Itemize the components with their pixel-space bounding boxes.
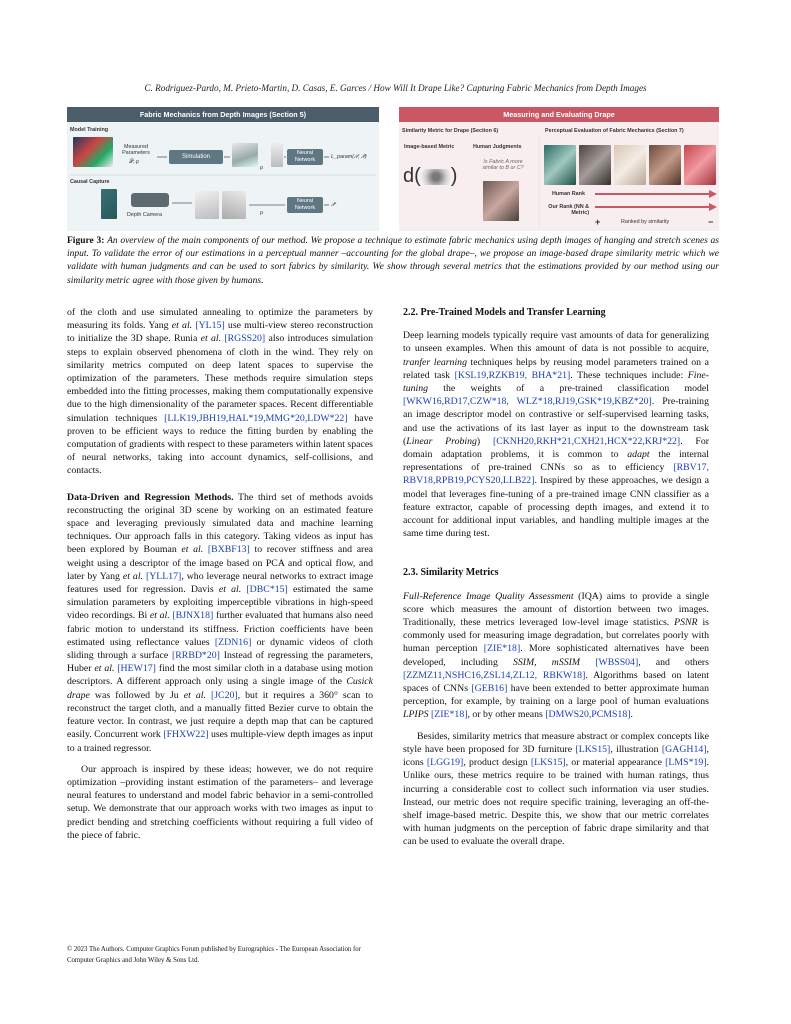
citation[interactable]: [YLL17] <box>145 570 182 582</box>
right-column <box>403 306 709 849</box>
paragraph-heading: Data-Driven and Regression Methods. <box>67 491 234 503</box>
citation[interactable]: [RBV17, RBV18,RPB19,PCYS20,LLB22] <box>403 462 709 487</box>
human-judgments-label: Human Judgments <box>473 144 522 150</box>
citation[interactable]: [BXBF13] <box>207 544 250 556</box>
figure-caption <box>67 235 719 288</box>
similarity-metric-label: Similarity Metric for Drape (Section 6) <box>402 128 499 134</box>
right-paragraph-1: Deep learning models typically require vast amounts of data for generalizing to unseen examples. When this amount of data is not possible to acquire, tranfer learning techniques helps by reusing model parameters trained on a related task [KSL19,RZKB19, BHA*21]. These techniques include: Fine-tuning the weights of a pre-trained classification model [WKW16,RD17,CZW*18, WLZ*18,RJ19,GSK*19,KBZ*20]. Pre-training an image descriptor model on contrastive or self-supervised learning tasks, and use the activations of its last layer as input to the downstream task (Linear Probing) [CKNH20,RKH*21,CXH21,HCX*22,KRJ*22]. For domain adaptation problems, it is common to adapt the internal representations of pre-trained CNNs so as to efficiency [RBV17, RBV18,RPB19,PCYS20,LLB22]. Inspired by these approaches, we design a model that leverages fine-tuning of a pre-trained image CNN classifier as a feature extractor, capable of processing depth images, and extend it to account for additional input variables, and handling multiple images at the same time during test. <box>403 330 710 540</box>
neural-network-box: Neural Network <box>287 149 323 165</box>
ranked-by-label: Ranked by similarity <box>621 219 670 225</box>
citation[interactable]: [BJNX18] <box>172 610 214 622</box>
image-based-metric-label: Image-based Metric <box>404 144 455 150</box>
left-column <box>67 306 373 842</box>
figure-left-panel <box>67 107 379 231</box>
citation[interactable]: [LKS15] <box>575 743 611 755</box>
citation[interactable]: [ZIE*18] <box>483 643 521 655</box>
depth-camera-label: Depth Camera <box>127 212 163 218</box>
citation[interactable]: [LMS*19] <box>665 757 707 769</box>
right-paragraph-2: Full-Reference Image Quality Assessment (IQA) aims to provide a single score which measures the amount of distortion between two images. Traditionally, these metrics leveraged low-level image statistics. PSNR is commonly used for measuring image degradation, but correlates poorly with human perception [ZIE*18]. More sophisticated alternatives have been developed, including SSIM, mSSIM [WBSS04], and others [ZZMZ11,NSHC16,ZSL14,ZL12, RBKW18]. Algorithms based on latent spaces of CNNs [GEB16] have been extended to better approximate human perception, for example, by training on a large pool of human evaluations LPIPS [ZIE*18], or by other means [DMWS20,PCMS18]. <box>403 590 710 721</box>
causal-capture-label: Causal Capture <box>70 179 110 185</box>
perceptual-eval-label: Perceptual Evaluation of Fabric Mechanics (Section 7) <box>545 128 684 134</box>
left-panel-arrows <box>67 107 379 231</box>
loss-formula: L_param(𝒫, 𝒫̂) <box>331 154 367 160</box>
rho-symbol: ρ <box>260 165 264 171</box>
citation[interactable]: [LGG19] <box>426 757 464 769</box>
simulation-box: Simulation <box>169 150 223 164</box>
running-head: C. Rodriguez-Pardo, M. Prieto-Martin, D. Casas, E. Garces / How Will It Drape Like? Capturing Fabric Mechanics from Depth Images <box>144 83 647 93</box>
minus-sign: − <box>708 217 714 227</box>
citation[interactable]: [LKS15] <box>530 757 566 769</box>
citation[interactable]: [LLK19,JBH19,HAL*19,MMG*20,LDW*22] <box>164 412 348 424</box>
citation[interactable]: [GEB16] <box>471 683 508 695</box>
citation[interactable]: [WBSS04] <box>580 656 639 668</box>
citation[interactable]: [GAGH14] <box>661 743 707 755</box>
p-hat-symbol: 𝒫̂ <box>331 202 335 208</box>
measured-parameters-label: Measured Parameters <box>122 144 150 156</box>
d-close: ) <box>450 165 458 187</box>
citation[interactable]: [JC20] <box>210 689 238 701</box>
citation[interactable]: [YL15] <box>195 320 225 332</box>
right-panel-title: Measuring and Evaluating Drape <box>399 107 719 122</box>
left-paragraph-2: Data-Driven and Regression Methods. The third set of methods avoids reconstructing the original 3D scene by working on an estimated feature space and leveraging previously simulated data and machine learning techniques. Our approach falls in this category. Taking videos as input has been explored by Bouman et al. [BXBF13] to recover stiffness and area weight using a descriptor of the image based on PCA and optical flow, and later by Yang et al. [YLL17], who leverage neural networks to extract image features used for regression. Davis et al. [DBC*15] estimated the same simulation parameters by exploiting imperceptible vibrations in high-speed video recordings. Bi et al. [BJNX18] further evaluated that humans also need fabric motion to understand its stiffness. Friction coefficients have been estimated using reflectance values [ZDN16] or dynamic videos of cloth sliding through a surface [RRBD*20] Instead of regressing the parameters, Huber et al. [HEW17] find the most similar cloth in a database using motion descriptors. A different approach only using a single image of the Cusick drape was followed by Ju et al. [JC20], but it requires a 360° scan to reconstruct the target cloth, and a manually fitted Bezier curve to obtain the feature vector. In contrast, we just require a depth map that can be captured easily. Concurrent work [FHXW22] uses multiple-view depth images as input to a trained regressor. <box>67 491 374 754</box>
section-2-3-heading: 2.3. Similarity Metrics <box>403 567 499 579</box>
left-panel-title: Fabric Mechanics from Depth Images (Section 5) <box>67 107 379 122</box>
model-training-label: Model Training <box>70 127 109 133</box>
copyright-footer: © 2023 The Authors. Computer Graphics Forum published by Eurographics - The European Association for Computer Graphics and John Wiley & Sons Ltd. <box>67 946 361 964</box>
citation[interactable]: [HEW17] <box>117 663 156 675</box>
left-paragraph-3: Our approach is inspired by these ideas; however, we do not require optimization –providing instant estimation of the parameters– and leverage neural features to understand and model fabric behavior in a semi-controlled setup. We demonstrate that our approach works with two images as input to predict bending and stretching coefficients without requiring a full video of the piece of fabric. <box>67 763 373 841</box>
figure-right-panel <box>399 107 719 231</box>
citation[interactable]: [ZIE*18] <box>428 709 468 721</box>
citation[interactable]: [ZZMZ11,NSHC16,ZSL14,ZL12, RBKW18] <box>403 669 586 681</box>
citation[interactable]: [DBC*15] <box>246 584 288 596</box>
section-2-2-heading: 2.2. Pre-Trained Models and Transfer Learning <box>403 307 606 318</box>
d-open: d( <box>403 165 421 187</box>
plus-sign: + <box>595 217 601 227</box>
right-paragraph-3: Besides, similarity metrics that measure abstract or complex concepts like style have been proposed for 3D furniture [LKS15], illustration [GAGH14], icons [LGG19], product design [LKS15], or material appearance [LMS*19]. Unlike ours, these metrics require to be trained with human ratings, thus incurring a considerable cost to collect such information via user studies. Instead, our metric does not require specific training, leveraging an off-the-shelf image-based metric. Despite this, we show that our metric correlates with human judgments on the perception of fabric drape similarity and that can be used to evaluate the overall drape. <box>403 730 709 848</box>
caption-label: Figure 3: <box>67 236 105 246</box>
citation[interactable]: [CKNH20,RKH*21,CXH21,HCX*22,KRJ*22] <box>492 435 681 447</box>
figure-3 <box>67 107 719 231</box>
citation[interactable]: [ZDN16] <box>214 636 252 648</box>
citation[interactable]: [DMWS20,PCMS18] <box>545 709 631 721</box>
citation[interactable]: [KSL19,RZKB19, BHA*21] <box>454 369 571 381</box>
neural-network-box-2: Neural Network <box>287 197 323 213</box>
param-symbols: 𝒫, ρ <box>129 159 139 165</box>
citation[interactable]: [RGSS20] <box>224 333 266 345</box>
our-rank-label: Our Rank (NN & Metric) <box>548 204 589 216</box>
citation[interactable]: [RRBD*20] <box>171 650 220 662</box>
rho-symbol-2: ρ <box>260 210 264 216</box>
human-rank-label: Human Rank <box>552 191 585 197</box>
question-text: Is Fabric A more similar to B or C? <box>482 159 524 171</box>
citation[interactable]: [FHXW22] <box>163 729 209 741</box>
caption-text: An overview of the main components of our method. We propose a technique to estimate fabric mechanics using depth images of hanging and stretch scenes as input. To validate the error of our estimations in a perceptual manner –accounting for the global drape–, we propose an image-based drape similarity metric which we validate with human judgments and can be used to sort fabrics by similarity. We show through several metrics that the estimations provided by our method using our similarity metric agree with those given by humans. <box>67 236 720 286</box>
rank-arrows <box>399 107 719 231</box>
citation[interactable]: [WKW16,RD17,CZW*18, WLZ*18,RJ19,GSK*19,KBZ*20] <box>403 396 652 408</box>
left-paragraph-1: of the cloth and use simulated annealing to optimize the parameters by measuring its folds. Yang et al. [YL15] use multi-view stereo reconstruction to initialize the 3D shape. Runia et al. [RGSS20] also introduces simulation steps to explain observed phenomena of cloth in the wind. They rely on similarity metrics computed on deep latent spaces to supervise the optimization of the parameters. These methods require simulation steps embedded into the fitting processes, making them computationally expensive due to the high dimensionality of the parameter spaces. Recent differentiable simulation techniques [LLK19,JBH19,HAL*19,MMG*20,LDW*22] have proven to be efficient ways to reduce the fitting burden by enabling the computation of gradients with respect to these parameters within latent spaces of neural networks, taking into account dynamics, self-collisions, and contacts. <box>67 307 373 477</box>
